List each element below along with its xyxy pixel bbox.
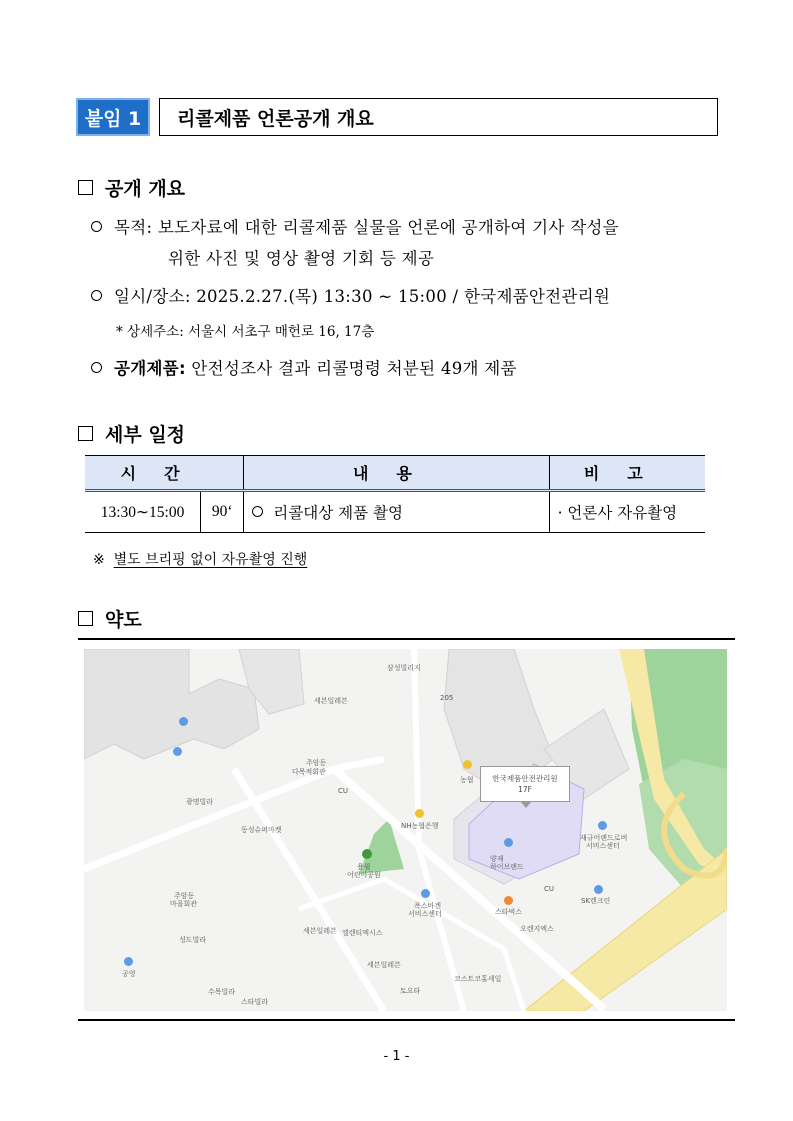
poi-dongsung: 동성슈퍼마켓: [241, 826, 282, 834]
cell-time: 13:30∼15:00: [85, 491, 201, 533]
document-title: [159, 98, 718, 136]
poi-jugam: 주암동: [174, 892, 195, 900]
poi-park: 용월: [357, 863, 371, 871]
poi-sujeok: 수목빌라: [208, 988, 236, 996]
map-bottom-rule: [78, 1019, 735, 1021]
checkbox-square-icon: [78, 180, 93, 195]
poi-vw: 폭스바겐: [414, 902, 442, 910]
poi-cu: CU: [338, 787, 349, 795]
service-pin-icon: [598, 821, 607, 830]
poi-cu: CU: [544, 885, 555, 893]
poi-center: 다목적회관: [292, 768, 326, 776]
poi-yangjae: 양재: [490, 855, 504, 863]
poi-seven-eleven: 세븐일레븐: [314, 697, 348, 705]
section-heading-overview: [78, 174, 185, 201]
poi-seongdo: 성도빌라: [179, 936, 207, 944]
poi-hive: 하이브랜드: [490, 863, 524, 871]
service-pin-icon: [421, 889, 430, 898]
poi-orange: 오렌지엑스: [520, 925, 554, 933]
bank-pin-icon: [463, 760, 472, 769]
circle-bullet-icon: [91, 290, 102, 301]
header-content: 내용: [244, 456, 549, 491]
building-pin-icon: [504, 838, 513, 847]
section-heading-schedule: [78, 420, 185, 447]
purpose-item: [91, 214, 619, 238]
poi-gwangmyung: 광명빌라: [186, 798, 214, 806]
cafe-pin-icon: [504, 896, 513, 905]
poi-vw: 서비스센터: [408, 910, 442, 918]
circle-bullet-icon: [91, 362, 102, 373]
section-heading-text: 공개 개요: [105, 178, 186, 200]
checkbox-square-icon: [78, 611, 93, 626]
circle-bullet-icon: [252, 506, 263, 517]
reference-mark: ※: [93, 552, 105, 568]
poi-nh: 농협: [460, 776, 474, 784]
section-heading-text: 세부 일정: [105, 424, 186, 446]
poi-seven-eleven: 세븐일레븐: [303, 927, 337, 935]
target-callout: [480, 766, 570, 802]
poi-starvilla: 스타빌라: [241, 998, 269, 1006]
poi-seven-eleven: 세븐일레븐: [367, 961, 401, 969]
poi-nh-bank: NH농협은행: [401, 822, 439, 830]
poi-eleven: 엘렌티엑시스: [342, 929, 383, 937]
service-pin-icon: [594, 885, 603, 894]
section-heading-text: 약도: [105, 609, 142, 631]
cell-duration: 90‘: [201, 491, 244, 533]
park-pin-icon: [362, 849, 372, 859]
attachment-badge: 붙임 1: [76, 98, 150, 136]
parking-pin-icon: [124, 957, 133, 966]
street: [234, 769, 384, 1011]
poi-toyota: 토요타: [400, 987, 421, 995]
parking-pin-icon: [173, 747, 182, 756]
target-name: 한국제품안전관리원: [492, 774, 558, 783]
callout-pointer-icon: [520, 801, 532, 808]
poi-center: 주암동: [306, 759, 327, 767]
remark-text: 별도 브리핑 없이 자유촬영 진행: [113, 552, 308, 568]
schedule-table: [85, 455, 705, 533]
schedule-header-row: [85, 456, 705, 491]
target-floor: 17F: [518, 785, 532, 794]
poi-jaguar: 재규어랜드로버: [580, 834, 628, 842]
purpose-line2: 위한 사진 및 영상 촬영 기회 등 제공: [168, 249, 435, 268]
poi-samsung: 삼성빌리지: [387, 664, 421, 672]
datetime-item: [91, 283, 610, 307]
schedule-row: [85, 491, 705, 533]
poi-starbucks: 스타벅스: [495, 908, 523, 916]
purpose-text: 목적: 보도자료에 대한 리콜제품 실물을 언론에 공개하여 기사 작성을: [114, 218, 619, 237]
page-number: - 1 -: [383, 1049, 410, 1064]
cell-content-text: 리콜대상 제품 촬영: [273, 504, 403, 522]
location-map: [84, 649, 727, 1011]
products-label: 공개제품:: [114, 359, 186, 378]
document-title-text: 리콜제품 언론공개 개요: [177, 107, 374, 130]
bank-pin-icon: [415, 809, 424, 818]
datetime-text: 일시/장소: 2025.2.27.(목) 13:30 ~ 15:00 / 한국제품안전관리원: [114, 287, 611, 306]
map-top-rule: [78, 638, 735, 640]
poi-jaguar: 서비스센터: [586, 842, 620, 850]
cell-note: · 언론사 자유촬영: [549, 491, 705, 533]
poi-jugam: 마을회관: [170, 900, 198, 908]
poi-parking: 공영: [122, 970, 136, 978]
header-time: 시간: [85, 456, 244, 491]
poi-park: 어린이공원: [347, 871, 381, 879]
schedule-remark: [93, 549, 307, 569]
poi-costco: 코스트코홀세일: [454, 975, 502, 983]
poi-sk: SK렌크린: [581, 897, 611, 905]
header-note: 비고: [549, 456, 705, 491]
cell-content: [244, 491, 549, 533]
products-text: 안전성조사 결과 리콜명령 처분된 49개 제품: [185, 359, 517, 378]
products-item: [91, 355, 517, 379]
road-number-label: 205: [440, 694, 454, 702]
building-block: [84, 649, 259, 759]
checkbox-square-icon: [78, 426, 93, 441]
parking-pin-icon: [179, 717, 188, 726]
section-heading-map: [78, 605, 142, 632]
address-note: * 상세주소: 서울시 서초구 매헌로 16, 17층: [116, 324, 375, 340]
circle-bullet-icon: [91, 221, 102, 232]
